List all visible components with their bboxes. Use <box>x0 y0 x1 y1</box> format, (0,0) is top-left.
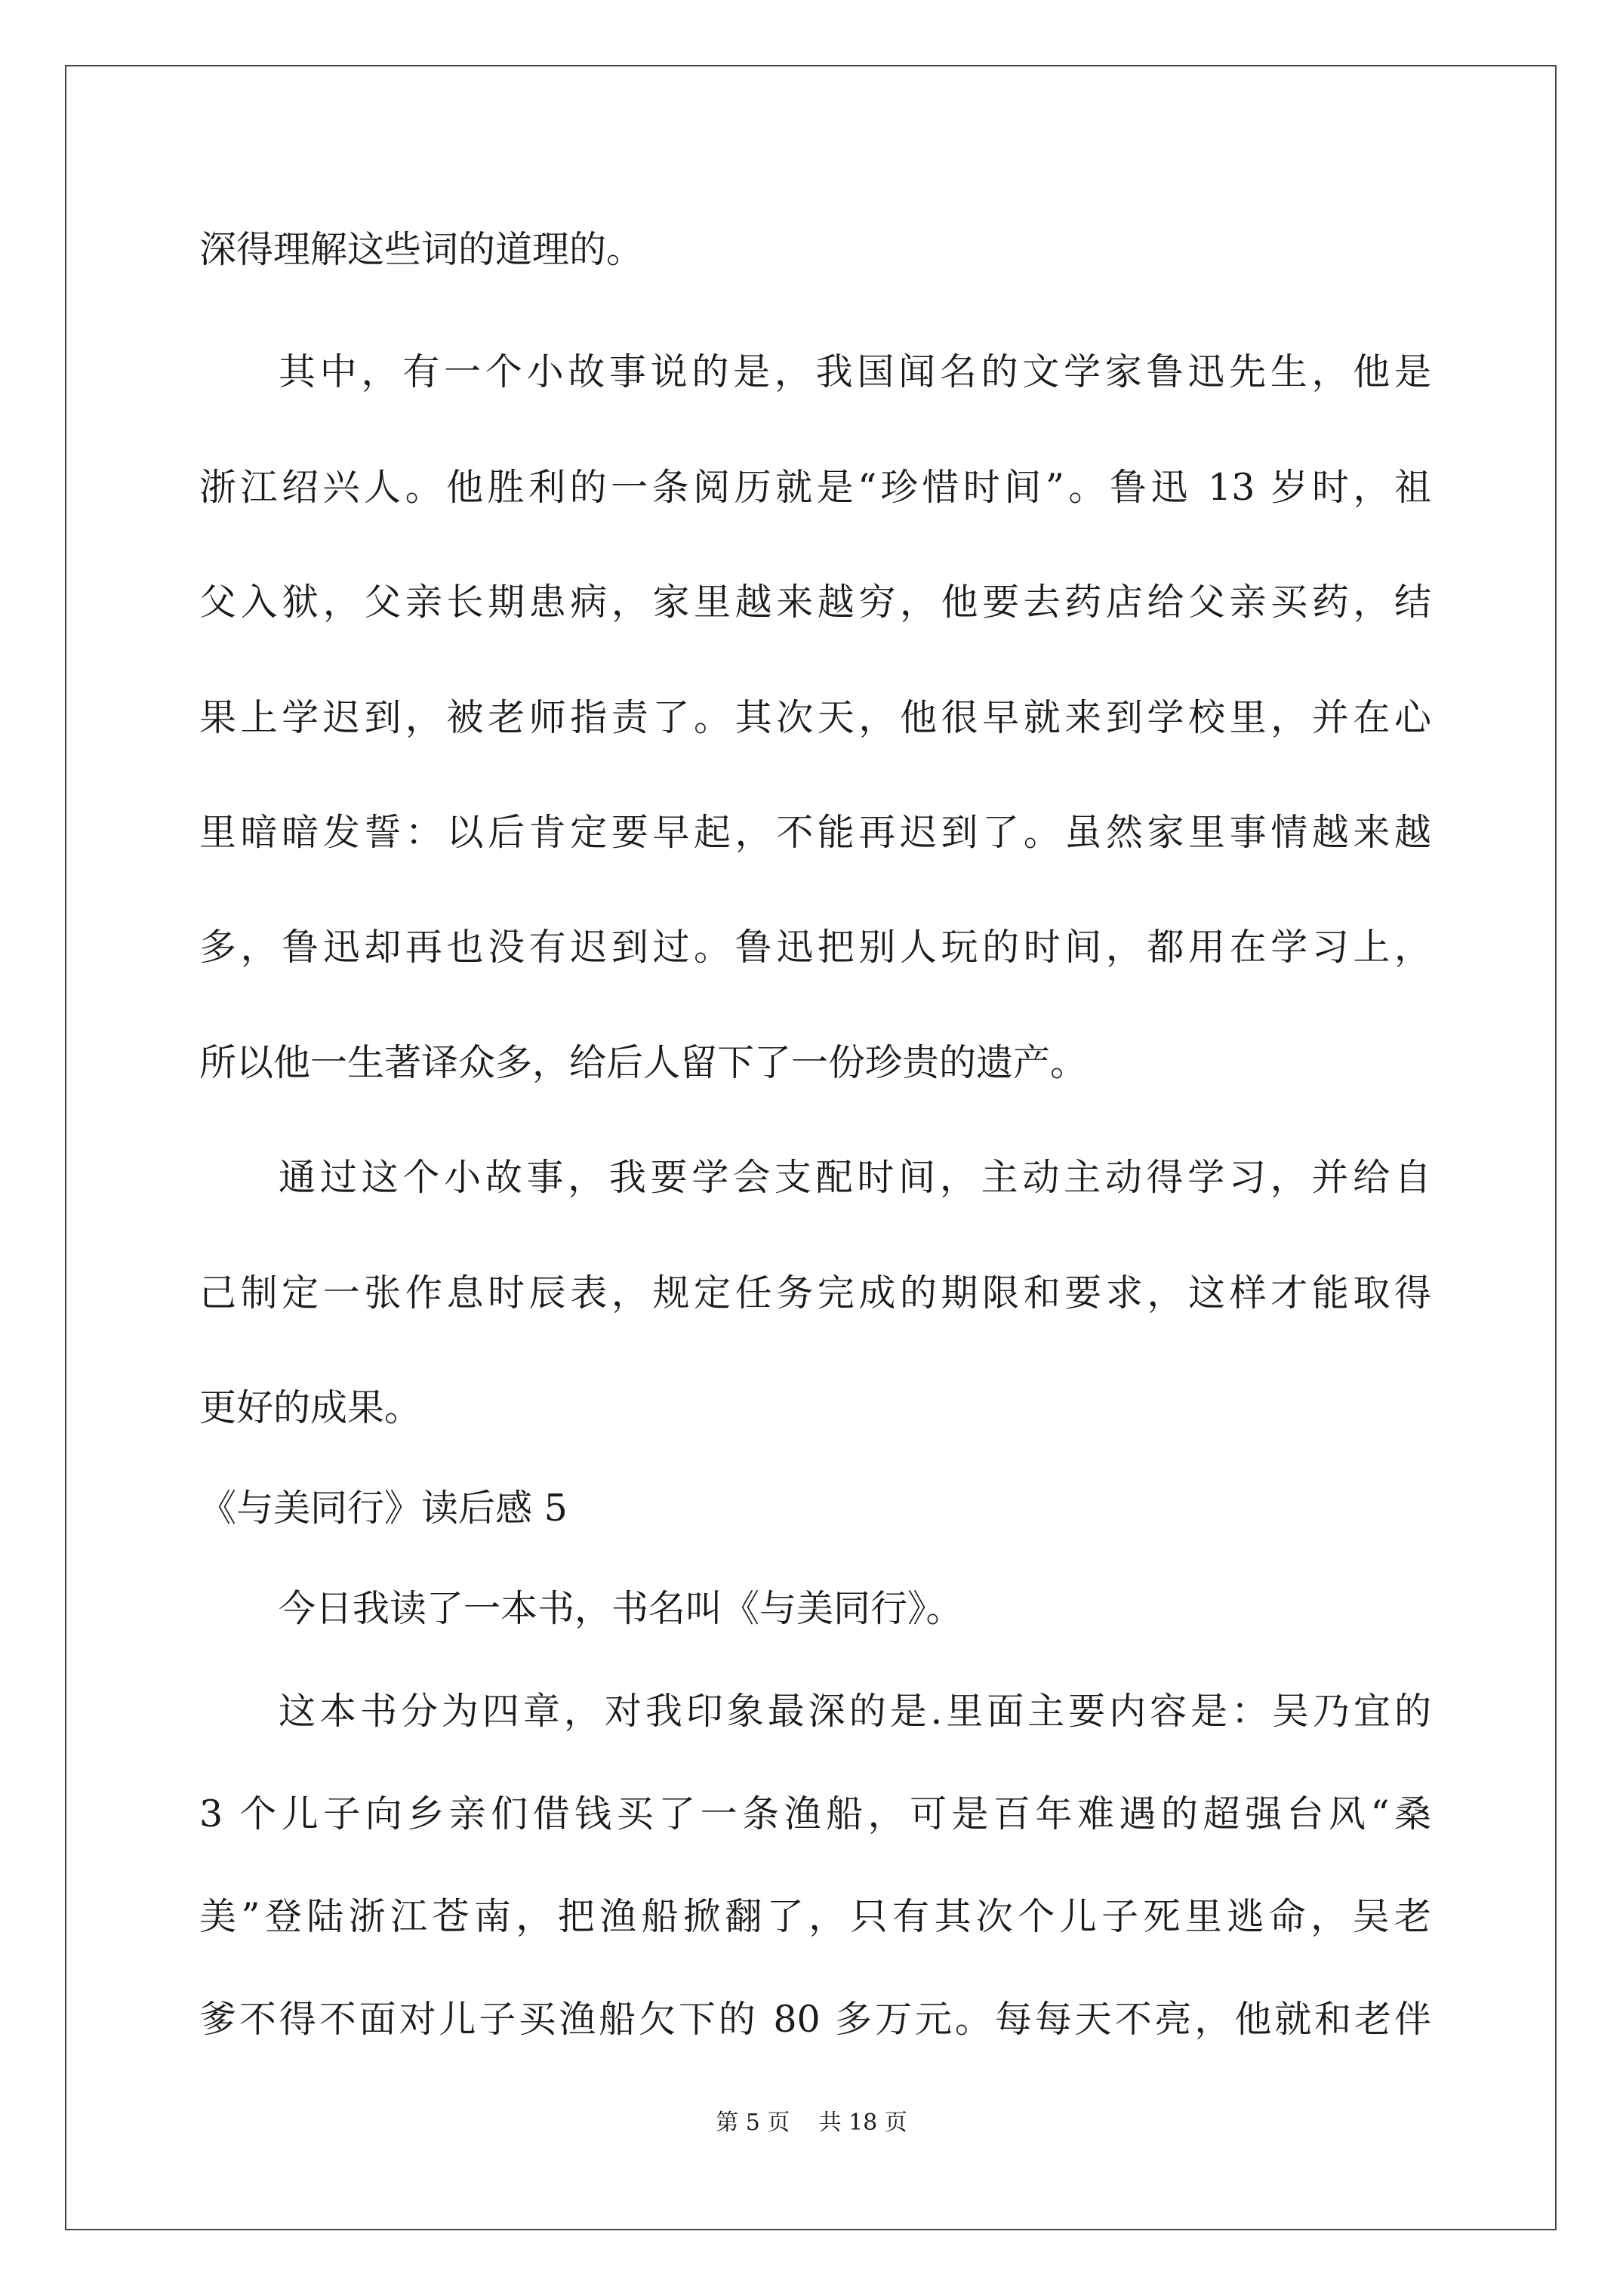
text-line: 今日我读了一本书，书名叫《与美同行》。 <box>279 1587 963 1630</box>
page-total: 共 18 页 <box>818 2110 907 2136</box>
section-heading: 《与美同行》读后感 5 <box>199 1487 568 1530</box>
text-line: 3 个儿子向乡亲们借钱买了一条渔船，可是百年难遇的超强台风“桑 <box>199 1792 1431 1835</box>
text-line: 己制定一张作息时辰表，规定任务完成的期限和要求，这样才能取得 <box>199 1271 1431 1314</box>
text-line: 爹不得不面对儿子买渔船欠下的 80 多万元。每每天不亮，他就和老伴 <box>199 1998 1431 2041</box>
text-line: 父入狱，父亲长期患病，家里越来越穷，他要去药店给父亲买药，结 <box>199 581 1431 624</box>
text-line: 这本书分为四章，对我印象最深的是.里面主要内容是：吴乃宜的 <box>279 1690 1431 1733</box>
text-line: 深得理解这些词的道理的。 <box>199 228 644 271</box>
text-line: 浙江绍兴人。他胜利的一条阅历就是“珍惜时间”。鲁迅 13 岁时，祖 <box>199 466 1431 509</box>
text-line: 美”登陆浙江苍南，把渔船掀翻了，只有其次个儿子死里逃命，吴老 <box>199 1895 1431 1938</box>
text-line: 果上学迟到，被老师指责了。其次天，他很早就来到学校里，并在心 <box>199 696 1431 739</box>
text-line: 通过这个小故事，我要学会支配时间，主动主动得学习，并给自 <box>279 1156 1431 1199</box>
page-footer <box>0 2108 1623 2138</box>
text-line: 多，鲁迅却再也没有迟到过。鲁迅把别人玩的时间，都用在学习上， <box>199 926 1431 969</box>
text-line: 更好的成果。 <box>199 1386 422 1429</box>
text-line: 所以他一生著译众多，给后人留下了一份珍贵的遗产。 <box>199 1041 1088 1084</box>
page-number: 第 5 页 <box>716 2110 790 2136</box>
text-line: 里暗暗发誓：以后肯定要早起，不能再迟到了。虽然家里事情越来越 <box>199 811 1431 854</box>
text-line: 其中，有一个小故事说的是，我国闻名的文学家鲁迅先生，他是 <box>279 350 1431 393</box>
